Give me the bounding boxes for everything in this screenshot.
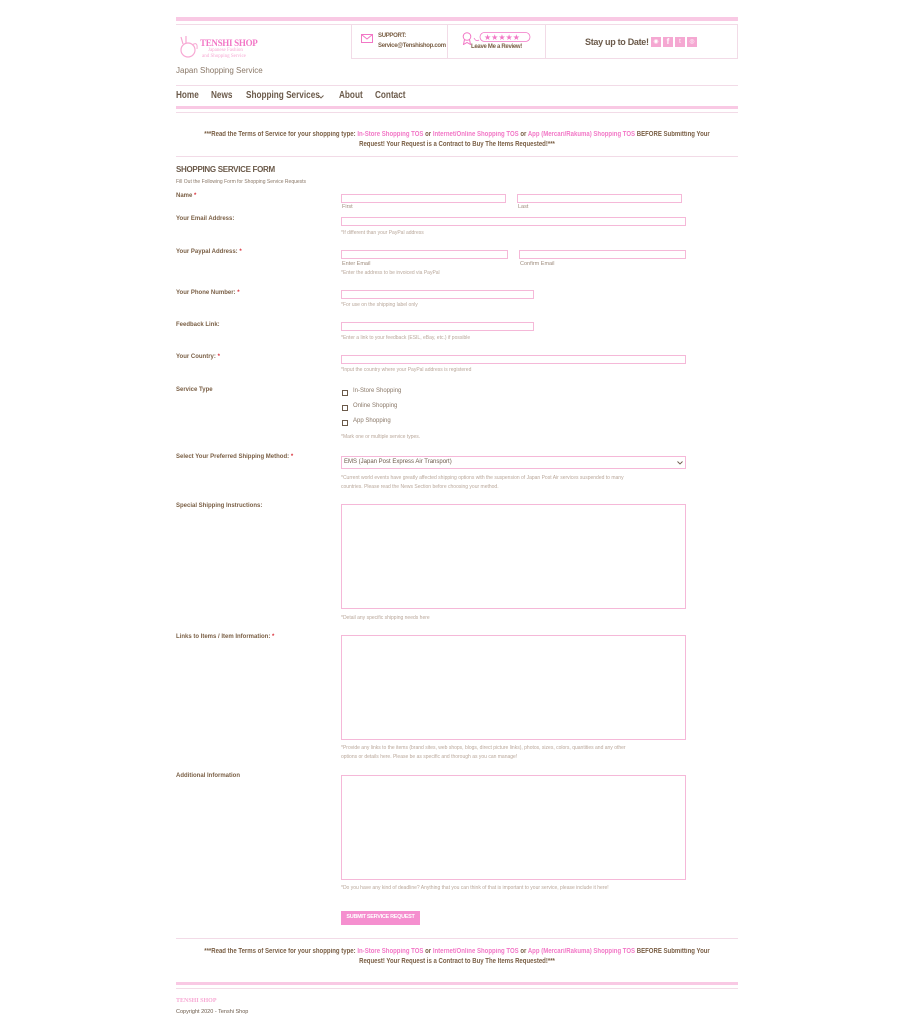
tos-link-app[interactable]: App (Mercari/Rakuma) Shopping TOS (527, 948, 636, 955)
form-title: SHOPPING SERVICE FORM (176, 165, 275, 174)
logo-tagline-2: and Shopping Service (202, 54, 246, 59)
nav-bottom-divider (176, 112, 738, 113)
tos-notice-or: or (423, 131, 433, 138)
email-label: Your Email Address: (176, 216, 235, 222)
item-links-hint-line-2: options or details here. Please be as specific and thorough as you can manage! (341, 754, 518, 760)
feedback-input[interactable] (341, 322, 534, 331)
top-accent-bar (176, 17, 738, 21)
nav-contact[interactable]: Contact (375, 90, 406, 101)
review-text: Leave Me a Review! (471, 44, 522, 50)
special-instructions-textarea[interactable] (341, 504, 686, 609)
tos-link-in-store[interactable]: In-Store Shopping TOS (357, 948, 424, 955)
rss-icon[interactable]: ◉ (651, 37, 661, 47)
country-label: Your Country: * (176, 354, 220, 360)
shipping-method-value: EMS (Japan Post Express Air Transport) (344, 459, 452, 465)
nav-news[interactable]: News (211, 90, 233, 101)
site-subtitle: Japan Shopping Service (176, 66, 263, 75)
shipping-method-select[interactable] (341, 456, 686, 469)
support-email: Service@Tenshishop.com (378, 43, 446, 49)
online-option-label[interactable]: Online Shopping (353, 403, 398, 409)
additional-info-textarea[interactable] (341, 775, 686, 880)
logo-text: TENSHI SHOP (200, 38, 258, 48)
paypal-label: Your Paypal Address: * (176, 249, 242, 255)
additional-info-hint: *Do you have any kind of deadline? Anything that you can think of that is important to your service, please include it here! (341, 885, 609, 891)
in-store-checkbox[interactable] (342, 390, 348, 396)
last-name-input[interactable] (517, 194, 682, 203)
special-instructions-hint: *Detail any specific shipping needs here (341, 615, 430, 621)
angel-bunny-logo-icon (177, 35, 199, 59)
notice-divider (176, 156, 738, 157)
item-links-hint-line-1: *Provide any links to the items (brand sites, web shops, blogs, direct picture links), photos, sizes, colors, quantities and any other (341, 745, 626, 751)
footer-copyright: Copyright 2020 - Tenshi Shop (176, 1009, 249, 1015)
tos-notice-or: or (518, 131, 528, 138)
shipping-hint-line-1: *Current world events have greatly affected shipping options with the suspension of Japan Post Air services suspended to many (341, 475, 624, 481)
site-logo[interactable] (177, 33, 267, 63)
feedback-label: Feedback Link: (176, 322, 220, 328)
last-name-sublabel: Last (518, 204, 529, 210)
nav-home[interactable]: Home (176, 90, 199, 101)
form-bottom-divider (176, 938, 738, 939)
app-checkbox[interactable] (342, 420, 348, 426)
submit-button-label: SUBMIT SERVICE REQUEST (346, 914, 415, 920)
nav-top-divider (176, 85, 738, 86)
tos-notice-top (202, 130, 713, 150)
tos-link-online[interactable]: Internet/Online Shopping TOS (432, 131, 519, 138)
paypal-confirm-sublabel: Confirm Email (520, 261, 555, 267)
additional-info-label: Additional Information (176, 773, 240, 779)
item-links-textarea[interactable] (341, 635, 686, 740)
country-hint: *Input the country where your PayPal address is registered (341, 367, 472, 373)
paypal-hint: *Enter the address to be invoiced via PayPal (341, 270, 440, 276)
first-name-sublabel: First (342, 204, 353, 210)
tos-link-app[interactable]: App (Mercari/Rakuma) Shopping TOS (527, 131, 636, 138)
phone-label: Your Phone Number: * (176, 290, 240, 296)
tos-notice-or: or (518, 948, 528, 955)
header-box-divider (545, 24, 546, 59)
first-name-input[interactable] (341, 194, 506, 203)
logo-tagline-1: Japanese Fashion (208, 48, 243, 53)
in-store-option-label[interactable]: In-Store Shopping (353, 388, 402, 394)
shipping-method-label: Select Your Preferred Shipping Method: * (176, 454, 294, 460)
phone-input[interactable] (341, 290, 534, 299)
stay-up-to-date-label: Stay up to Date! (585, 37, 649, 47)
five-stars-icon (473, 32, 531, 42)
social-icons (651, 37, 701, 47)
special-instructions-label: Special Shipping Instructions: (176, 503, 263, 509)
service-type-label: Service Type (176, 387, 213, 393)
tos-link-online[interactable]: Internet/Online Shopping TOS (432, 948, 519, 955)
svg-text:★★★★★: ★★★★★ (484, 33, 520, 42)
submit-button[interactable] (341, 911, 420, 925)
email-input[interactable] (341, 217, 686, 226)
name-label: Name * (176, 193, 197, 199)
footer-divider (176, 988, 738, 989)
app-option-label[interactable]: App Shopping (353, 418, 391, 424)
twitter-icon[interactable]: t (675, 37, 685, 47)
chevron-down-icon[interactable] (318, 95, 324, 99)
tos-notice-bottom (202, 947, 713, 967)
form-subtitle: Fill Out the Following Form for Shopping Service Requests (176, 179, 307, 185)
footer-logo[interactable]: TENSHI SHOP (176, 998, 217, 1004)
tos-notice-prefix: ***Read the Terms of Service for your shopping type: (204, 131, 358, 138)
header-box-divider (447, 24, 448, 59)
chevron-down-icon (677, 461, 683, 465)
support-label: SUPPORT: (378, 33, 406, 39)
online-checkbox[interactable] (342, 405, 348, 411)
tos-notice-prefix: ***Read the Terms of Service for your shopping type: (204, 948, 358, 955)
envelope-icon (361, 34, 373, 43)
tos-notice-suffix: BEFORE Submitting Your Request! Your Request is a Contract to Buy The Items Requested!*** (359, 131, 710, 148)
facebook-icon[interactable]: f (663, 37, 673, 47)
review-block[interactable] (461, 31, 541, 53)
nav-bottom-bar (176, 106, 738, 109)
feedback-hint: *Enter a link to your feedback (ESIL, eBay, etc.) if possible (341, 335, 471, 341)
shipping-hint-line-2: countries. Please read the News Section before choosing your method. (341, 484, 499, 490)
tos-link-in-store[interactable]: In-Store Shopping TOS (357, 131, 424, 138)
paypal-confirm-input[interactable] (519, 250, 686, 259)
instagram-icon[interactable]: ◎ (687, 37, 697, 47)
paypal-enter-sublabel: Enter Email (342, 261, 371, 267)
tos-notice-suffix: BEFORE Submitting Your Request! Your Request is a Contract to Buy The Items Requested!*** (359, 948, 710, 965)
nav-about[interactable]: About (339, 90, 363, 101)
email-hint: *If different than your PayPal address (341, 230, 424, 236)
paypal-email-input[interactable] (341, 250, 508, 259)
item-links-label: Links to Items / Item Information: * (176, 634, 275, 640)
country-input[interactable] (341, 355, 686, 364)
service-hint: *Mark one or multiple service types. (341, 434, 421, 440)
phone-hint: *For use on the shipping label only (341, 302, 418, 308)
nav-shopping-services[interactable]: Shopping Services (246, 90, 320, 101)
tos-notice-or: or (423, 948, 433, 955)
footer-accent-bar (176, 982, 738, 985)
support-block[interactable] (361, 33, 446, 53)
